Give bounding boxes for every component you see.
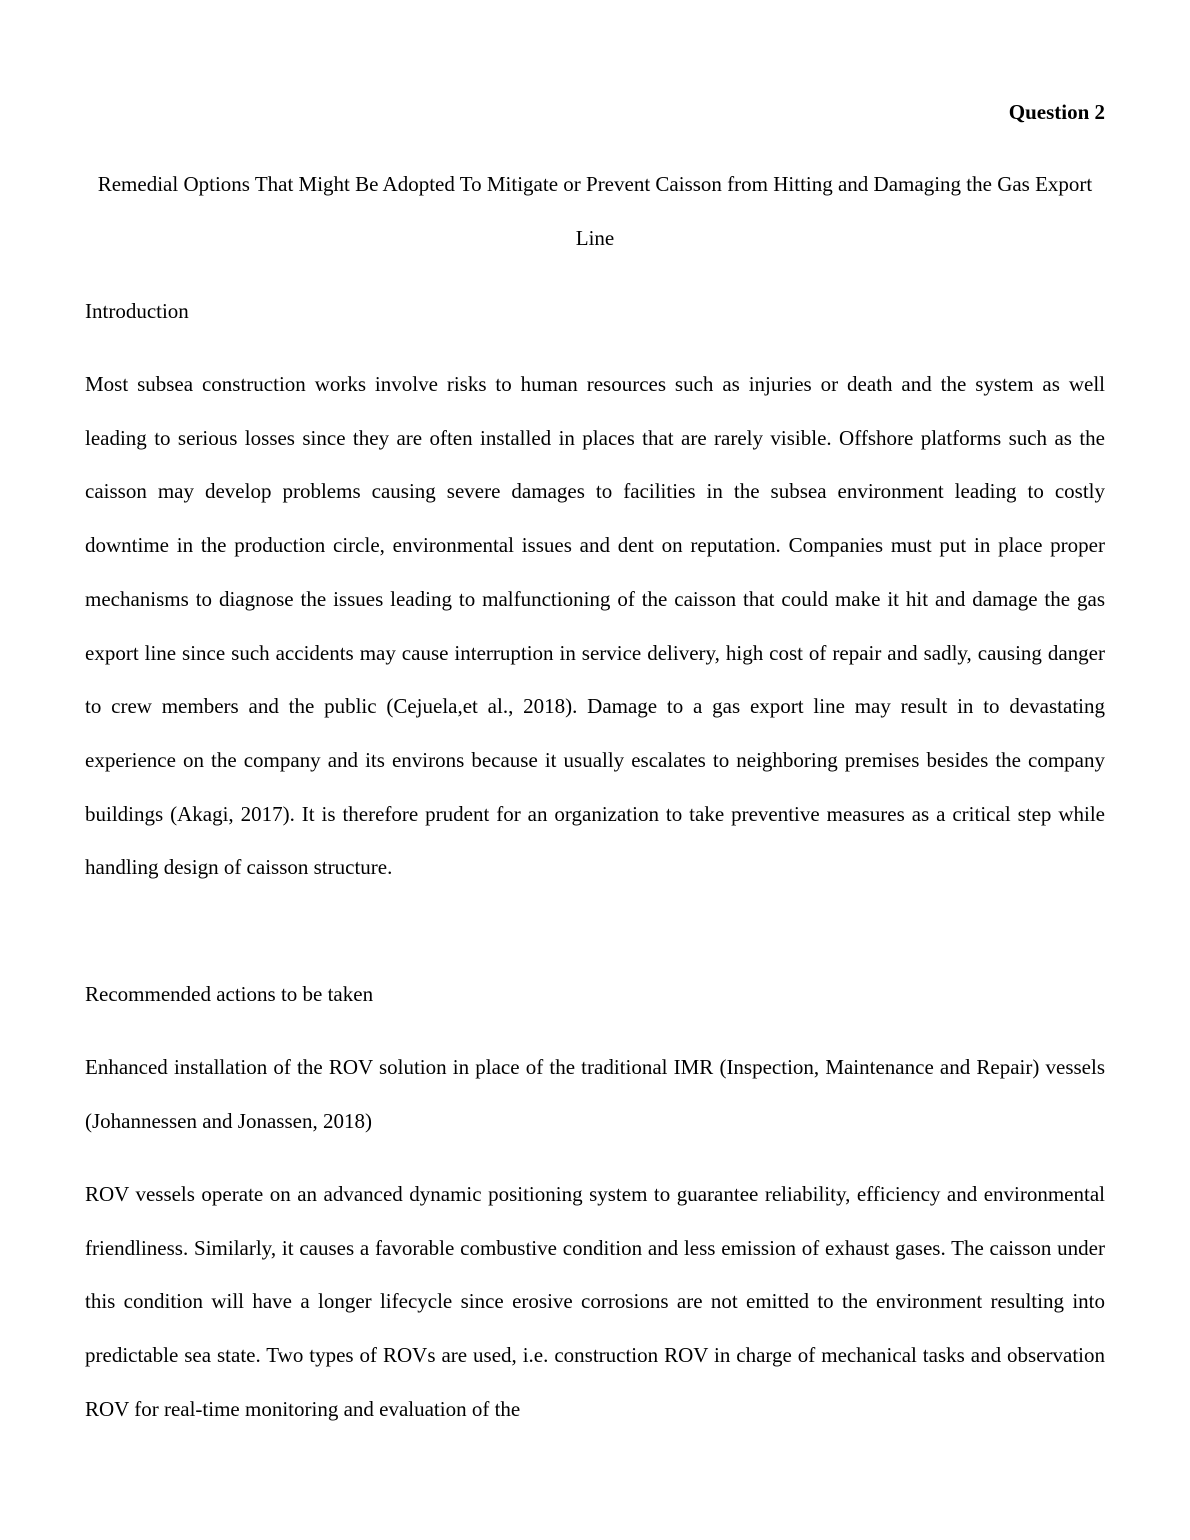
document-title: Remedial Options That Might Be Adopted To Mitigate or Prevent Caisson from Hitting and Damaging the Gas Export Line — [97, 172, 1093, 250]
rov-solution-subheading: Enhanced installation of the ROV solution in place of the traditional IMR (Inspection, Maintenance and Repair) vessels (Johannessen and Jonassen, 2018) — [85, 1055, 1105, 1133]
question-label: Question 2 — [1008, 100, 1105, 124]
rov-paragraph: ROV vessels operate on an advanced dynamic positioning system to guarantee reliability, efficiency and environmental friendliness. Similarly, it causes a favorable combustive condition and less emission of exhaust gases. The caisson under this condition will have a longer lifecycle since erosive corrosions are not emitted to the environment resulting into predictable sea state. Two types of ROVs are used, i.e. construction ROV in charge of mechanical tasks and observation ROV for real-time monitoring and evaluation of the — [85, 1182, 1105, 1421]
recommended-actions-heading: Recommended actions to be taken — [85, 982, 374, 1006]
document-page — [85, 0, 1105, 1540]
introduction-heading: Introduction — [85, 299, 189, 323]
introduction-paragraph: Most subsea construction works involve risks to human resources such as injuries or death and the system as well leading to serious losses since they are often installed in places that are rarely visible. Offshore platforms such as the caisson may develop problems causing severe damages to facilities in the subsea environment leading to costly downtime in the production circle, environmental issues and dent on reputation. Companies must put in place proper mechanisms to diagnose the issues leading to malfunctioning of the caisson that could make it hit and damage the gas export line since such accidents may cause interruption in service delivery, high cost of repair and sadly, causing danger to crew members and the public (Cejuela,et al., 2018). Damage to a gas export line may result in to devastating experience on the company and its environs because it usually escalates to neighboring premises besides the company buildings (Akagi, 2017). It is therefore prudent for an organization to take preventive measures as a critical step while handling design of caisson structure. — [85, 372, 1105, 880]
